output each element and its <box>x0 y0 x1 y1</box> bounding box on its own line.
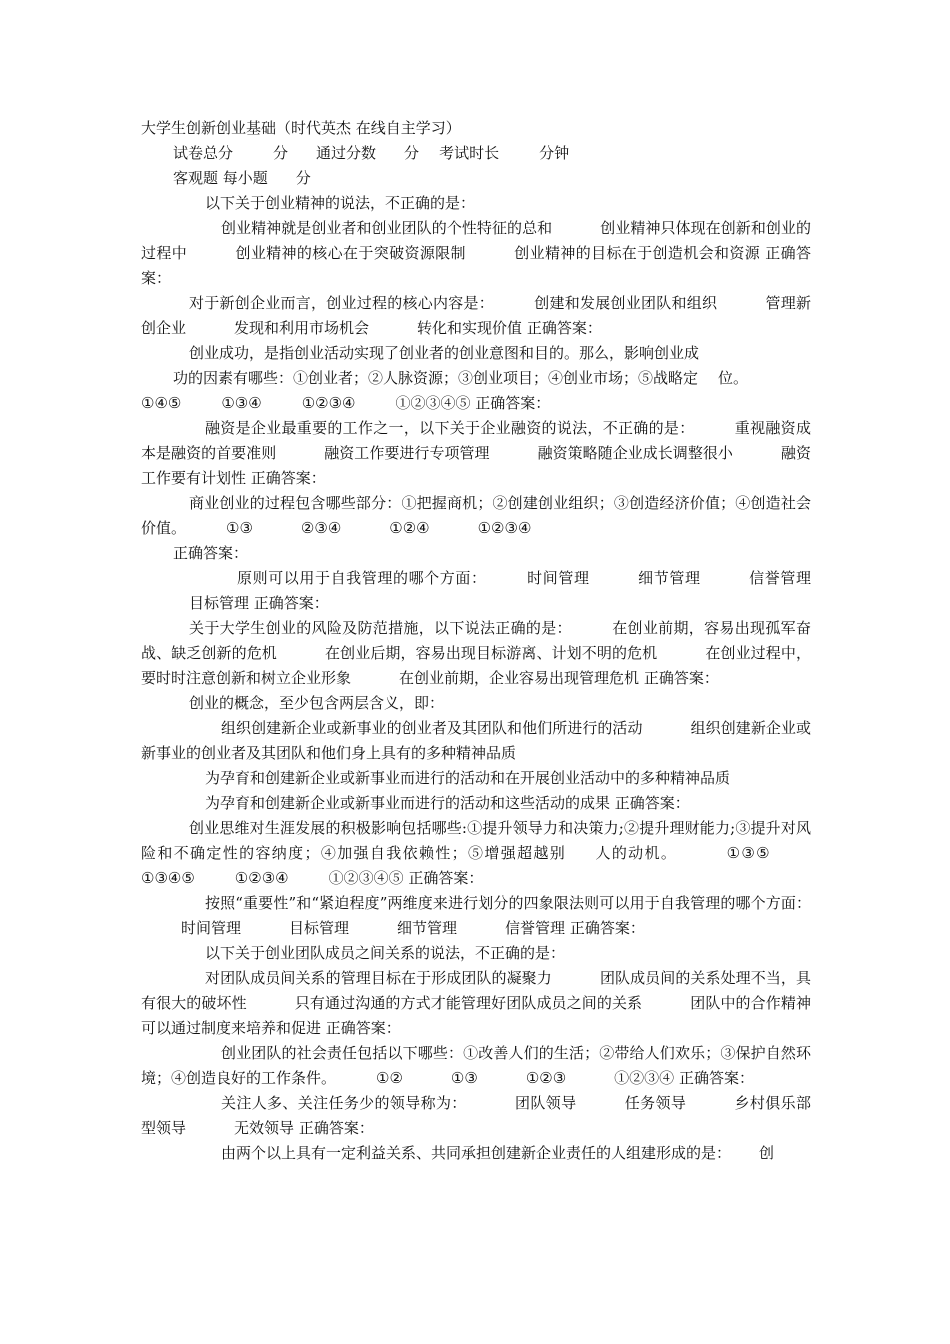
question-block: 按照“重要性”和“紧迫程度”两维度来进行划分的四象限法则可以用于自我管理的哪个方面：时间管理 目标管理 细节管理 信誉管理 正确答案： <box>181 894 811 937</box>
answer-label: 正确答案： <box>173 544 249 562</box>
question-block: 关注人多、关注任务少的领导称为： 团队领导 任务领导 乡村俱乐部型领导 无效领导 正确答案： <box>141 1094 811 1137</box>
question-options: ①④⑤ ①③④ ①②③④ ①②③④⑤ 正确答案： <box>141 394 551 412</box>
question-option: 为孕育和创建新企业或新事业而进行的活动和这些活动的成果 正确答案： <box>205 794 690 812</box>
question-stem: 以下关于创业精神的说法，不正确的是： <box>205 194 476 212</box>
question-stem: 以下关于创业团队成员之间关系的说法，不正确的是： <box>205 944 566 962</box>
question-block: 关于大学生创业的风险及防范措施，以下说法正确的是： 在创业前期，容易出现孤军奋战、缺乏创新的危机 在创业后期，容易出现目标游离、计划不明的危机 在创业过程中，要时时注意创新和树立企业形象 在创业前期，企业容易出现管理危机 正确答案： <box>141 619 811 687</box>
question-stem: 创业的概念，至少包含两层含义，即： <box>189 694 445 712</box>
question-block: 商业创业的过程包含哪些部分：①把握商机；②创建创业组织；③创造经济价值；④创造社会价值。 ①③ ②③④ ①②④ ①②③④ <box>141 494 811 537</box>
document-body <box>141 116 811 1166</box>
question-stem: 创业成功，是指创业活动实现了创业者的创业意图和目的。那么，影响创业成 <box>189 344 700 362</box>
question-block: 创业思维对生涯发展的积极影响包括哪些:①提升领导力和决策力;②提升理财能力;③提升对风险和不确定性的容纳度；④加强自我依赖性；⑤增强超越别 人的动机。 ①③⑤①③④⑤ ①②③④ ①②③④⑤ 正确答案： <box>141 819 811 887</box>
question-block: 创业团队的社会责任包括以下哪些：①改善人们的生活；②带给人们欢乐；③保护自然环境；④创造良好的工作条件。 ①② ①③ ①②③ ①②③④ 正确答案： <box>141 1044 811 1087</box>
exam-meta: 试卷总分 分 通过分数 分 考试时长 分钟 <box>173 144 570 162</box>
question-block: 对于新创企业而言，创业过程的核心内容是： 创建和发展创业团队和组织 管理新创企业 发现和利用市场机会 转化和实现价值 正确答案： <box>141 294 811 337</box>
question-options: 对团队成员间关系的管理目标在于形成团队的凝聚力 团队成员间的关系处理不当，具有很大的破坏性 只有通过沟通的方式才能管理好团队成员之间的关系 团队中的合作精神可以通过制度来培养和促进 正确答案： <box>141 969 811 1037</box>
question-options: 组织创建新企业或新事业的创业者及其团队和他们所进行的活动 组织创建新企业或新事业的创业者及其团队和他们身上具有的多种精神品质 <box>141 719 811 762</box>
question-block: 融资是企业最重要的工作之一，以下关于企业融资的说法，不正确的是： 重视融资成本是融资的首要准则 融资工作要进行专项管理 融资策略随企业成长调整很小 融资工作要有计划性 正确答案： <box>141 419 811 487</box>
question-option: 为孕育和创建新企业或新事业而进行的活动和在开展创业活动中的多种精神品质 <box>205 769 731 787</box>
question-stem: 功的因素有哪些：①创业者；②人脉资源；③创业项目；④创业市场；⑤战略定 位。 <box>173 369 749 387</box>
document-title: 大学生创新创业基础（时代英杰 在线自主学习） <box>141 119 461 137</box>
question-options: 创业精神就是创业者和创业团队的个性特征的总和 创业精神只体现在创新和创业的过程中 创业精神的核心在于突破资源限制 创业精神的目标在于创造机会和资源 正确答案： <box>141 219 811 287</box>
section-header: 客观题 每小题 分 <box>173 169 311 187</box>
question-block: 由两个以上具有一定利益关系、共同承担创建新企业责任的人组建形成的是： 创 <box>221 1144 775 1162</box>
question-block: 原则可以用于自我管理的哪个方面： 时间管理 细节管理 信誉管理目标管理 正确答案： <box>189 569 811 612</box>
